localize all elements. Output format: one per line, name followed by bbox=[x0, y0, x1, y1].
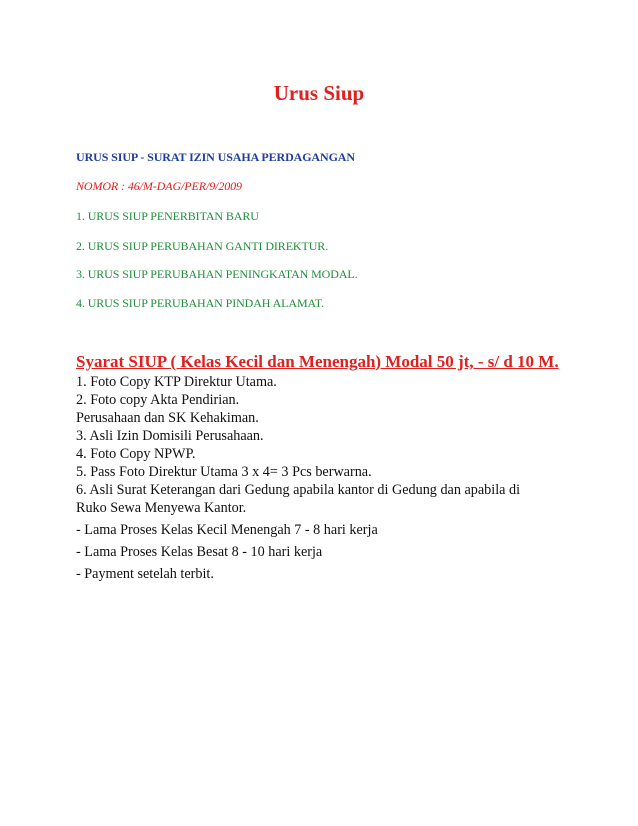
requirement-line: Perusahaan dan SK Kehakiman. bbox=[76, 410, 259, 426]
service-item-1: 1. URUS SIUP PENERBITAN BARU bbox=[76, 209, 259, 223]
note-line: - Lama Proses Kelas Kecil Menengah 7 - 8 hari kerja bbox=[76, 522, 378, 538]
service-item-4: 4. URUS SIUP PERUBAHAN PINDAH ALAMAT. bbox=[76, 296, 324, 310]
note-line: - Lama Proses Kelas Besat 8 - 10 hari kerja bbox=[76, 544, 323, 560]
requirement-line: 4. Foto Copy NPWP. bbox=[76, 446, 196, 462]
requirement-line: 3. Asli Izin Domisili Perusahaan. bbox=[76, 428, 264, 444]
requirement-line: 5. Pass Foto Direktur Utama 3 x 4= 3 Pcs berwarna. bbox=[76, 464, 372, 480]
requirements-title: Syarat SIUP ( Kelas Kecil dan Menengah) Modal 50 jt, - s/ d 10 M. bbox=[76, 352, 559, 371]
requirement-line: Ruko Sewa Menyewa Kantor. bbox=[76, 500, 247, 516]
requirements-list bbox=[76, 373, 576, 517]
regulation-number: NOMOR : 46/M-DAG/PER/9/2009 bbox=[76, 179, 242, 193]
process-notes bbox=[76, 519, 576, 585]
service-item-2: 2. URUS SIUP PERUBAHAN GANTI DIREKTUR. bbox=[76, 239, 329, 253]
requirement-line: 2. Foto copy Akta Pendirian. bbox=[76, 392, 240, 408]
page-title: Urus Siup bbox=[273, 81, 365, 105]
siup-heading: URUS SIUP - SURAT IZIN USAHA PERDAGANGAN bbox=[76, 150, 355, 164]
note-line: - Payment setelah terbit. bbox=[76, 566, 214, 582]
requirement-line: 1. Foto Copy KTP Direktur Utama. bbox=[76, 374, 277, 390]
service-item-3: 3. URUS SIUP PERUBAHAN PENINGKATAN MODAL. bbox=[76, 267, 358, 281]
requirement-line: 6. Asli Surat Keterangan dari Gedung apabila kantor di Gedung dan apabila di bbox=[76, 482, 521, 498]
